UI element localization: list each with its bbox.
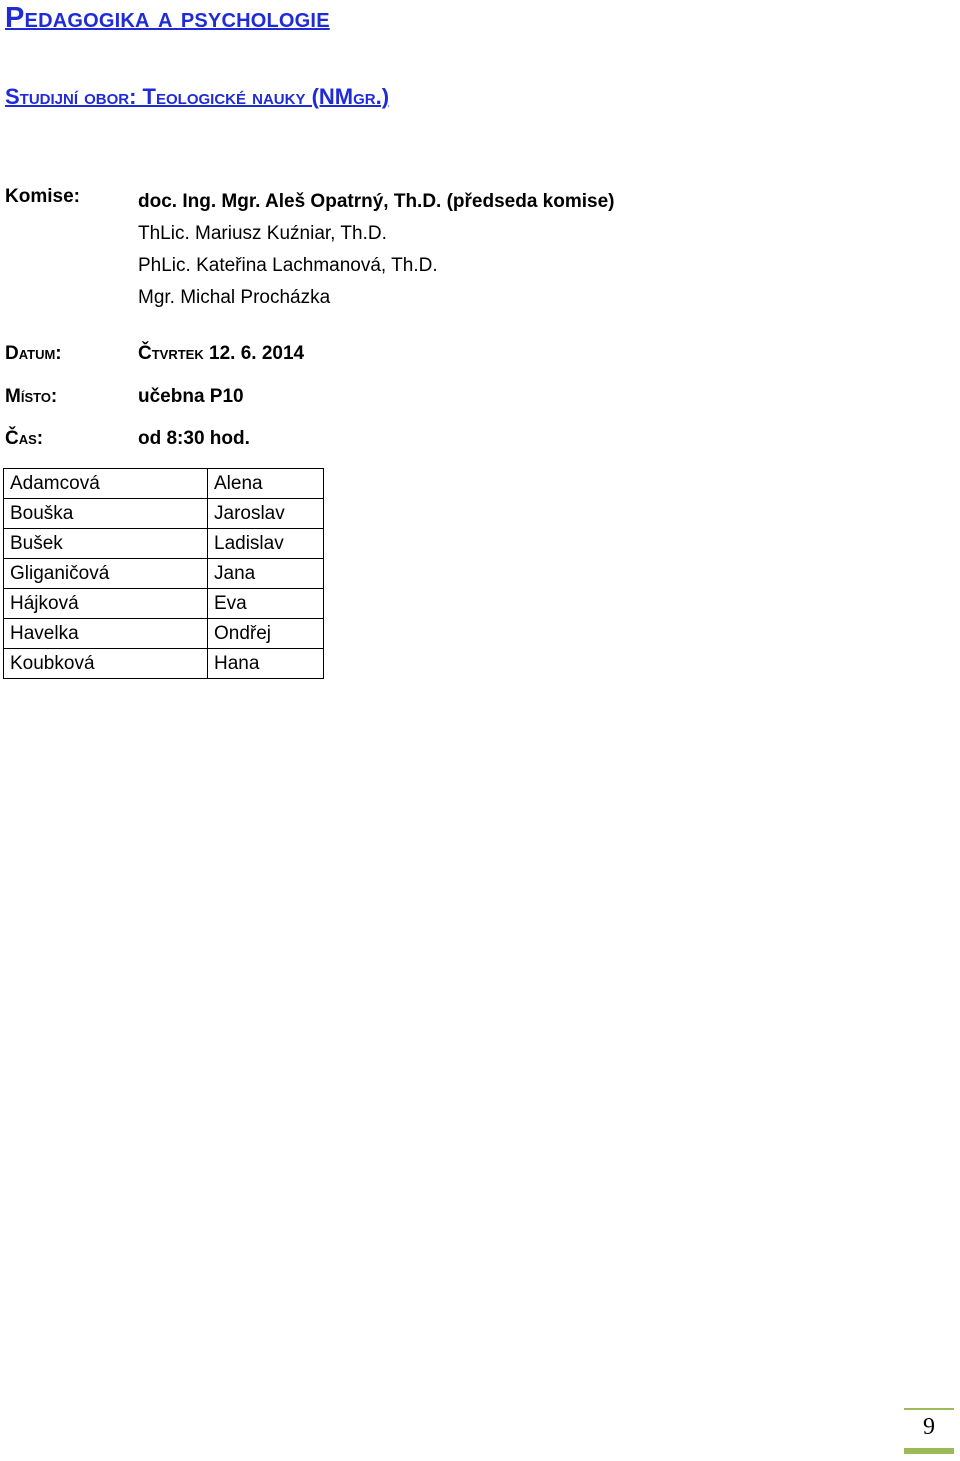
page-title: Pedagogika a psychologie (5, 2, 330, 34)
committee-member: Mgr. Michal Procházka (138, 287, 331, 308)
table-row (4, 559, 324, 589)
student-firstname: Eva (208, 589, 324, 619)
student-firstname: Jaroslav (208, 499, 324, 529)
page-number-box (904, 1408, 954, 1454)
place-value: učebna P10 (138, 386, 244, 407)
table-row (4, 589, 324, 619)
committee-member: PhLic. Kateřina Lachmanová, Th.D. (138, 255, 438, 276)
table-row (4, 619, 324, 649)
student-firstname: Alena (208, 469, 324, 499)
student-surname: Bušek (4, 529, 208, 559)
committee-member: ThLic. Mariusz Kuźniar, Th.D. (138, 223, 387, 244)
study-program-subtitle: Studijní obor: Teologické nauky (NMgr.) (5, 84, 390, 109)
place-label: Místo: (5, 386, 58, 407)
committee-chair: doc. Ing. Mgr. Aleš Opatrný, Th.D. (předseda komise) (138, 191, 615, 212)
table-row (4, 649, 324, 679)
student-surname: Gliganičová (4, 559, 208, 589)
committee-label: Komise: (5, 186, 80, 207)
table-row (4, 469, 324, 499)
student-firstname: Hana (208, 649, 324, 679)
students-table (3, 468, 324, 679)
student-firstname: Ladislav (208, 529, 324, 559)
student-surname: Adamcová (4, 469, 208, 499)
date-value: Čtvrtek 12. 6. 2014 (138, 343, 305, 364)
table-row (4, 529, 324, 559)
student-firstname: Jana (208, 559, 324, 589)
table-row (4, 499, 324, 529)
student-surname: Hájková (4, 589, 208, 619)
date-label: Datum: (5, 343, 62, 364)
student-surname: Bouška (4, 499, 208, 529)
committee-members-list (138, 186, 615, 314)
student-surname: Havelka (4, 619, 208, 649)
time-label: Čas: (5, 428, 44, 449)
student-firstname: Ondřej (208, 619, 324, 649)
page-number: 9 (923, 1414, 935, 1440)
student-surname: Koubková (4, 649, 208, 679)
time-value: od 8:30 hod. (138, 428, 250, 449)
